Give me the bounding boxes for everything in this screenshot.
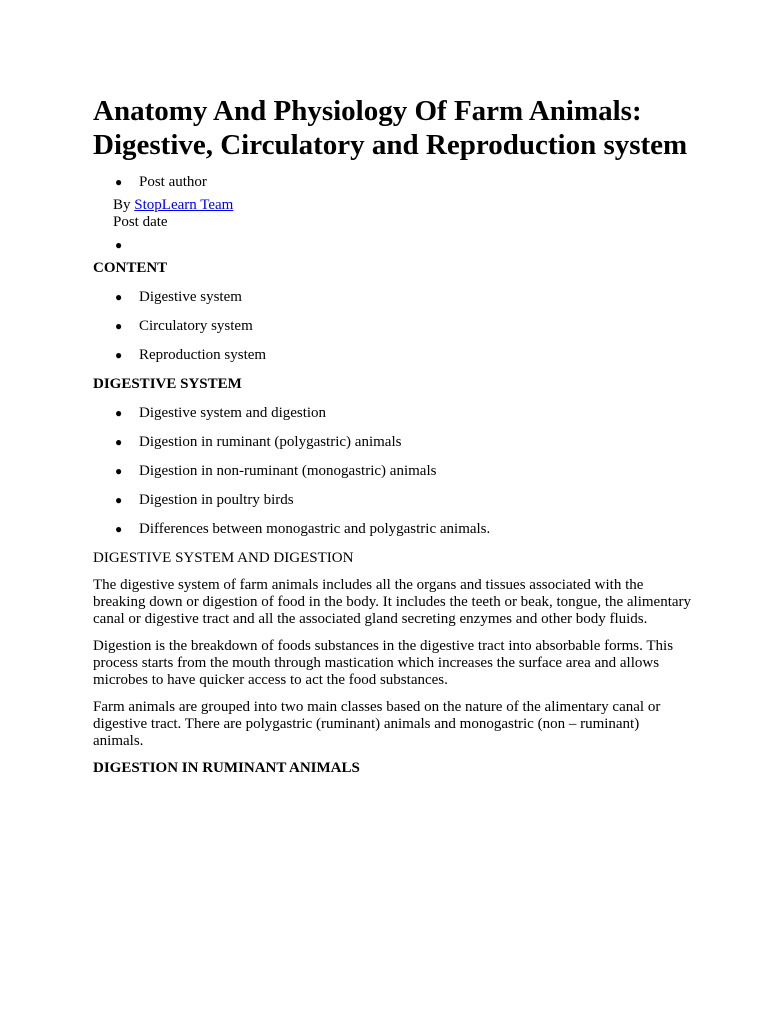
content-heading: CONTENT (93, 260, 168, 276)
list-item-text: Differences between monogastric and polygastric animals. (139, 521, 491, 537)
list-item-text: Digestion in non-ruminant (monogastric) animals (139, 463, 437, 479)
list-item (93, 405, 693, 422)
article (93, 94, 693, 777)
post-date-label: Post date (113, 214, 168, 230)
list-item (93, 434, 693, 451)
list-item-text: Circulatory system (139, 318, 253, 334)
digestive-system-heading: DIGESTIVE SYSTEM (93, 376, 242, 392)
list-item (93, 463, 693, 480)
digestion-subheading: DIGESTIVE SYSTEM AND DIGESTION (93, 550, 354, 566)
bullet-icon: ● (115, 319, 123, 333)
list-item (93, 347, 693, 364)
bullet-icon: ● (115, 464, 123, 478)
list-item-text: Reproduction system (139, 347, 267, 363)
list-item (93, 318, 693, 335)
bullet-icon: ● (115, 406, 123, 420)
post-author-label: Post author (139, 174, 207, 190)
bullet-icon: ● (115, 290, 123, 304)
page-title: Anatomy And Physiology Of Farm Animals: Digestive, Circulatory and Reproduction system (93, 95, 688, 161)
list-item-text: Digestive system (139, 289, 242, 305)
bullet-icon: ● (115, 522, 123, 536)
list-item-text: Digestion in poultry birds (139, 492, 294, 508)
list-item (93, 289, 693, 306)
paragraph: Farm animals are grouped into two main classes based on the nature of the alimentary canal or digestive tract. There are polygastric (ruminant) animals and monogastric (non – ruminant) animals. (93, 699, 661, 749)
post-meta-list (93, 174, 693, 191)
author-link[interactable]: StopLearn Team (134, 197, 234, 213)
bullet-icon: ● (115, 348, 123, 362)
paragraph: The digestive system of farm animals includes all the organs and tissues associated with the breaking down or digestion of food in the body. It includes the teeth or beak, tongue, the alimentary canal or digestive tract and all the associated gland secreting enzymes and other body fluids. (93, 577, 692, 627)
bullet-icon: ● (115, 175, 123, 189)
digestive-list (93, 405, 693, 538)
bullet-icon: ● (115, 493, 123, 507)
list-item-text: Digestion in ruminant (polygastric) animals (139, 434, 402, 450)
post-date-list (93, 237, 693, 254)
list-item (93, 492, 693, 509)
list-item (93, 521, 693, 538)
bullet-icon: ● (115, 435, 123, 449)
author-byline (113, 197, 693, 214)
content-list (93, 289, 693, 364)
post-author-item (93, 174, 693, 191)
post-date-item (93, 237, 693, 254)
paragraph: Digestion is the breakdown of foods substances in the digestive tract into absorbable forms. This process starts from the mouth through mastication which increases the surface area and allows microbes to have quicker access to act the food substances. (93, 638, 674, 688)
ruminant-heading: DIGESTION IN RUMINANT ANIMALS (93, 760, 360, 776)
by-prefix: By (113, 197, 131, 213)
list-item-text: Digestive system and digestion (139, 405, 327, 421)
bullet-icon: ● (115, 238, 123, 252)
